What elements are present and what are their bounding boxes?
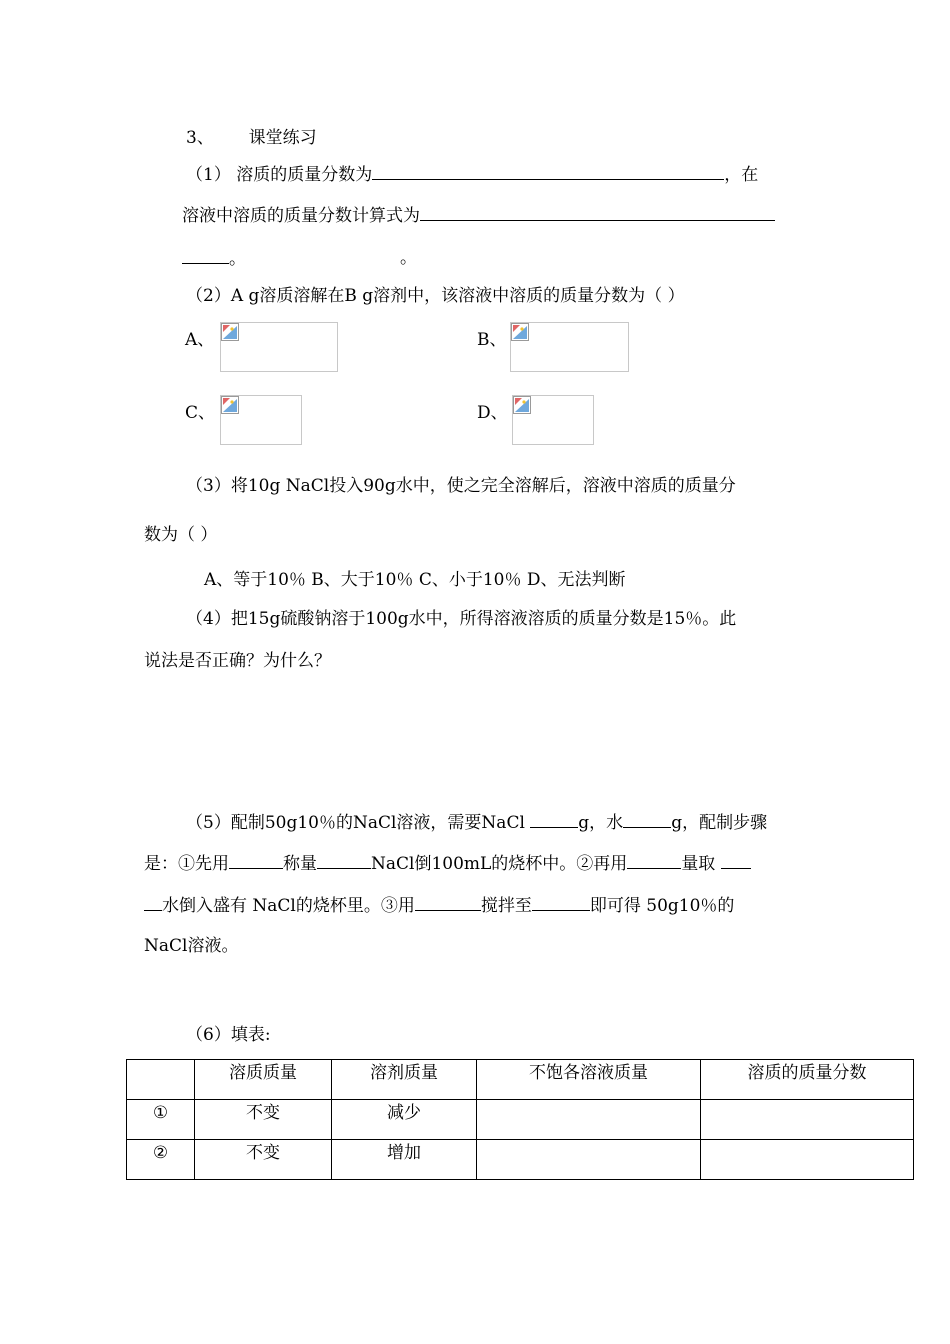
table-cell: ① <box>127 1100 195 1140</box>
q2-option-d-label: D、 <box>477 403 508 423</box>
q4-line2: 说法是否正确？为什么？ <box>144 651 331 671</box>
q1-line2-text: 溶液中溶质的质量分数计算式为 <box>182 206 420 226</box>
q5-blank-water-amount-b[interactable] <box>144 894 162 911</box>
q3-line1-text: 将10g NaCl投入90g水中，使之完全溶解后，溶液中溶质的质量分 <box>230 476 736 496</box>
q1-text-a: 溶质的质量分数为 <box>236 165 373 185</box>
q5-blank-nacl-mass[interactable] <box>530 811 578 828</box>
table-header-cell: 不饱各溶液质量 <box>477 1060 701 1100</box>
q5-l2-a: 是：①先用 <box>144 854 229 874</box>
q3-line1 <box>186 475 736 497</box>
table-cell: 减少 <box>332 1100 477 1140</box>
table-header-cell: 溶剂质量 <box>332 1060 477 1100</box>
q6-label-line <box>186 1024 271 1046</box>
table-header-cell: 溶质的质量分数 <box>701 1060 914 1100</box>
q1-period-1: 。 <box>229 249 246 269</box>
q2-option-c-image <box>220 395 302 445</box>
q5-l1-c: g，配制步骤 <box>671 813 768 833</box>
q3-line2: 数为（ ） <box>144 525 218 545</box>
q5-l2-c: NaCl倒100mL的烧杯中。②再用 <box>371 854 628 874</box>
section-number: 3、 <box>186 128 214 148</box>
table-cell-blank[interactable] <box>477 1140 701 1180</box>
q1-blank-1[interactable] <box>372 163 724 180</box>
broken-image-icon <box>221 396 239 414</box>
q2-option-b-image <box>510 322 629 372</box>
table-row <box>127 1140 914 1180</box>
q2-number: （2） <box>186 286 231 306</box>
q5-line2 <box>144 852 751 875</box>
table-cell-blank[interactable] <box>701 1100 914 1140</box>
broken-image-icon <box>513 396 531 414</box>
q6-number: （6） <box>186 1025 231 1045</box>
q4-line1-text: 把15g硫酸钠溶于100g水中，所得溶液溶质的质量分数是15％。此 <box>230 609 737 629</box>
table-header-row <box>127 1060 914 1100</box>
q2-line <box>186 285 685 307</box>
q5-number: （5） <box>186 813 231 833</box>
q5-l3-c: 即可得 50g10％的 <box>589 896 735 916</box>
table-cell-blank[interactable] <box>477 1100 701 1140</box>
q5-blank-nacl-amount[interactable] <box>317 852 371 869</box>
q4-line1 <box>186 608 736 630</box>
table-cell: ② <box>127 1140 195 1180</box>
q5-line4: NaCl溶液。 <box>144 936 239 956</box>
q2-option-d-image <box>512 395 594 445</box>
q5-line1 <box>186 811 767 834</box>
q5-blank-stirring-tool[interactable] <box>415 894 481 911</box>
broken-image-icon <box>511 323 529 341</box>
q4-number: （4） <box>186 609 231 629</box>
q1-blank-2[interactable] <box>420 204 775 221</box>
q5-l2-d: 量取 <box>681 854 721 874</box>
q5-blank-weighing-tool[interactable] <box>229 852 283 869</box>
q3-choices: A、等于10％ B、大于10％ C、小于10％ D、无法判断 <box>204 570 626 590</box>
table-header-cell <box>127 1060 195 1100</box>
q5-l1-a: 配制50g10％的NaCl溶液，需要NaCl <box>230 813 531 833</box>
q5-blank-water-amount-a[interactable] <box>721 852 751 869</box>
table-header-cell: 溶质质量 <box>195 1060 332 1100</box>
q2-option-b-label: B、 <box>477 330 507 350</box>
q1-period-2: 。 <box>400 248 417 268</box>
broken-image-icon <box>221 323 239 341</box>
q5-l1-b: g，水 <box>578 813 624 833</box>
q1-blank-3[interactable] <box>182 247 229 264</box>
section-title: 课堂练习 <box>248 128 317 148</box>
q5-blank-measuring-tool[interactable] <box>627 852 681 869</box>
q2-option-a-label: A、 <box>185 330 215 350</box>
q2-text: A g溶质溶解在B g溶剂中，该溶液中溶质的质量分数为（ ） <box>230 286 685 306</box>
q1-line1 <box>186 163 758 186</box>
section-header <box>186 127 317 149</box>
q1-number: （1） <box>186 165 231 185</box>
q5-line3 <box>144 894 734 917</box>
q1-text-b: ，在 <box>724 165 759 185</box>
q5-l3-a: 水倒入盛有 NaCl的烧杯里。③用 <box>162 896 415 916</box>
table-cell-blank[interactable] <box>701 1140 914 1180</box>
q5-blank-water-mass[interactable] <box>623 811 671 828</box>
table-cell: 不变 <box>195 1140 332 1180</box>
fill-in-table <box>126 1059 914 1180</box>
q3-number: （3） <box>186 476 231 496</box>
q1-line3 <box>182 247 246 270</box>
q2-option-c-label: C、 <box>185 403 216 423</box>
table-cell: 增加 <box>332 1140 477 1180</box>
q5-l3-b: 搅拌至 <box>480 896 532 916</box>
table-row <box>127 1100 914 1140</box>
q2-option-a-image <box>220 322 338 372</box>
q1-line2 <box>182 204 775 227</box>
q6-label: 填表: <box>230 1025 271 1045</box>
q5-blank-until-state[interactable] <box>532 894 590 911</box>
table-cell: 不变 <box>195 1100 332 1140</box>
q5-l2-b: 称量 <box>283 854 317 874</box>
